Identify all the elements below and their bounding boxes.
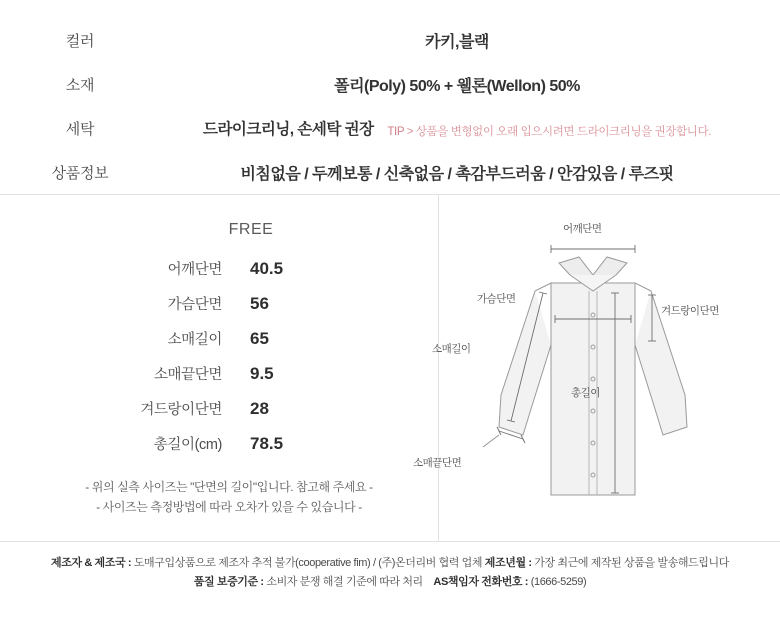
- footer-label-warranty: 품질 보증기준 :: [193, 576, 264, 588]
- footer-text-manufacturer: 도매구입상품으로 제조자 추적 불가(cooperative fim) / (주)온더리버 협력 업체: [133, 557, 483, 569]
- spec-row-washing: [0, 106, 780, 150]
- spec-value-productinfo: 비침없음 / 두께보통 / 신축없음 / 촉감부드러움 / 안감있음 / 루즈핏: [240, 165, 674, 183]
- footer-text-as-phone: (1666-5259): [530, 576, 587, 588]
- size-row-label: 어깨단면: [167, 262, 222, 278]
- diagram-label-total-length: 총길이: [571, 387, 600, 399]
- size-row-value: 56: [250, 293, 269, 313]
- diagram-label-sleeve-length: 소매길이: [432, 343, 471, 355]
- tip-text: 상품을 변형없이 오래 입으시려면 드라이크리닝을 권장합니다.: [415, 125, 712, 138]
- diagram-canvas: [413, 195, 780, 541]
- diagram-label-chest: 가슴단면: [477, 293, 516, 305]
- size-row: [0, 426, 438, 461]
- diagram-label-armhole: 겨드랑이단면: [661, 305, 719, 317]
- tip-arrow-icon: >: [406, 125, 416, 138]
- size-row-value: 28: [250, 398, 269, 418]
- size-row: [0, 286, 438, 321]
- spec-label-washing: 세탁: [65, 120, 95, 138]
- spec-table: [0, 0, 780, 194]
- washing-tip: [387, 123, 711, 139]
- size-table: [0, 195, 438, 541]
- size-note: - 위의 실측 사이즈는 "단면의 길이"입니다. 참고해 주세요 -: [85, 480, 373, 494]
- size-note: - 사이즈는 측정방법에 따라 오차가 있을 수 있습니다 -: [96, 500, 362, 514]
- footer-label-as-phone: AS책임자 전화번호 :: [433, 576, 529, 588]
- footer-line-1: [0, 554, 780, 573]
- size-row: [0, 251, 438, 286]
- footer-text-manufacture-date: 가장 최근에 제작된 상품을 발송해드립니다: [534, 557, 729, 569]
- footer-label-manufacturer: 제조자 & 제조국 :: [51, 557, 132, 569]
- size-notes: [0, 477, 438, 517]
- footer-label-manufacture-date: 제조년월 :: [484, 557, 532, 569]
- size-row: [0, 356, 438, 391]
- size-row-label: 총길이(cm): [153, 437, 222, 453]
- size-row-label: 가슴단면: [167, 297, 222, 313]
- shirt-diagram-svg: [439, 195, 780, 541]
- size-row-value: 40.5: [250, 258, 284, 278]
- footer-line-2: [0, 573, 780, 592]
- size-row-value: 78.5: [250, 433, 284, 453]
- size-section: [0, 195, 780, 541]
- size-row-label: 소매끝단면: [153, 367, 222, 383]
- size-row: [0, 321, 438, 356]
- size-table-header: FREE: [228, 221, 274, 238]
- size-row-label: 겨드랑이단면: [140, 402, 222, 418]
- spec-row-color: [0, 18, 780, 62]
- tip-word: TIP: [387, 125, 404, 138]
- spec-value-material: 폴리(Poly) 50% + 웰론(Wellon) 50%: [334, 77, 580, 95]
- spec-value-washing: 드라이크리닝, 손세탁 권장: [202, 121, 374, 138]
- manufacturer-footer: [0, 542, 780, 592]
- garment-diagram: [413, 195, 780, 541]
- spec-label-material: 소재: [65, 76, 95, 94]
- size-row-value: 65: [250, 328, 269, 348]
- spec-label-color: 컬러: [65, 32, 95, 50]
- size-row-label: 소매길이: [167, 332, 222, 348]
- size-row: [0, 391, 438, 426]
- spec-value-color: 카키,블랙: [425, 33, 489, 51]
- diagram-label-cuff: 소매끝단면: [413, 457, 462, 469]
- spec-value-washing-container: [160, 117, 780, 139]
- spec-row-productinfo: [0, 150, 780, 194]
- diagram-label-shoulder: 어깨단면: [563, 223, 602, 235]
- size-row-value: 9.5: [250, 363, 274, 383]
- spec-label-productinfo: 상품정보: [51, 164, 109, 182]
- spec-row-material: [0, 62, 780, 106]
- footer-text-warranty: 소비자 분쟁 해결 기준에 따라 처리: [266, 576, 423, 588]
